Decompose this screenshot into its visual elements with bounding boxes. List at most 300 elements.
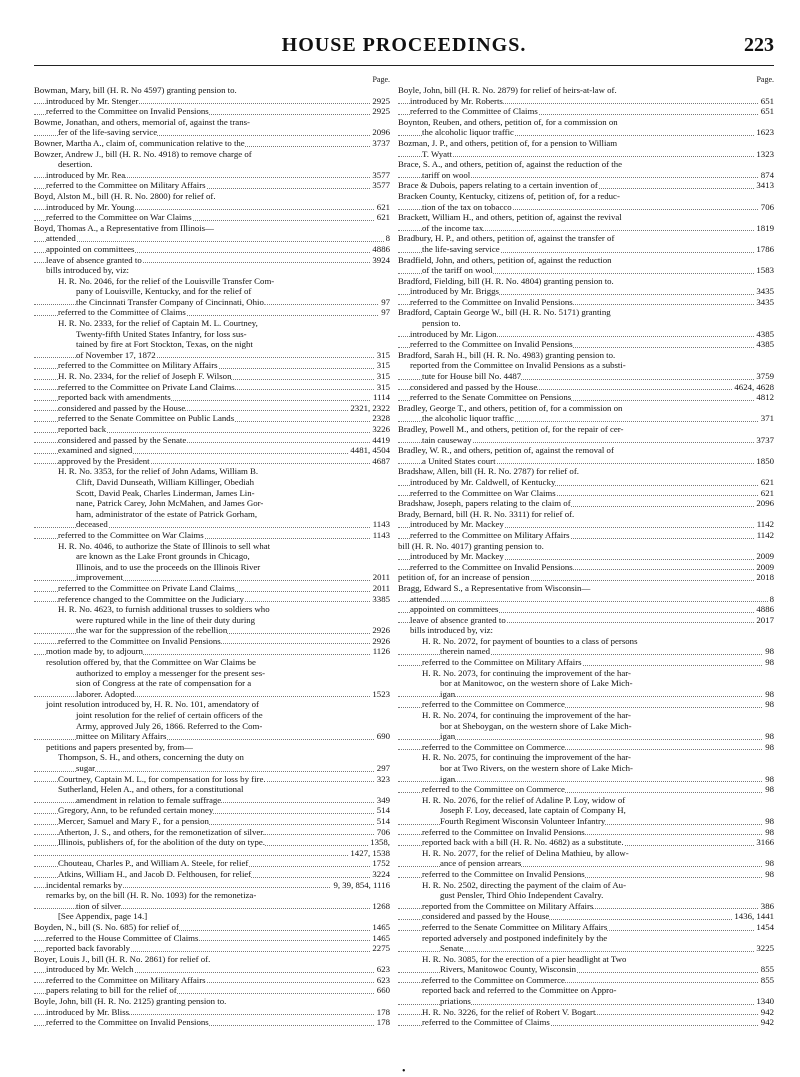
page-reference: 2018 bbox=[756, 572, 774, 583]
entry-text: H. R. No. 2074, for continuing the improvement of the har- bbox=[422, 710, 631, 721]
index-entries-right bbox=[398, 85, 774, 1028]
page-reference: 2925 bbox=[372, 106, 390, 117]
entry-text: examined and signed bbox=[58, 445, 133, 456]
entry-text: Bowme, Jonathan, and others, memorial of, against the trans- bbox=[34, 116, 250, 127]
index-line bbox=[398, 223, 774, 234]
entry-text: Bradley, W. R., and others, petition of, against the removal of bbox=[398, 445, 614, 456]
entry-text: Atkins, William H., and Jacob D. Felthousen, for relief bbox=[58, 868, 252, 879]
page-reference: 2275 bbox=[372, 943, 390, 954]
index-line bbox=[398, 911, 774, 922]
page-reference: 1623 bbox=[756, 127, 774, 138]
entry-text: introduced by Mr. Mackey bbox=[410, 519, 504, 530]
index-line bbox=[34, 816, 390, 827]
index-line bbox=[398, 265, 774, 276]
index-line bbox=[398, 646, 774, 657]
index-line bbox=[34, 795, 390, 806]
page-reference: 315 bbox=[376, 371, 390, 382]
index-line bbox=[34, 699, 390, 710]
entry-text: of November 17, 1872 bbox=[76, 349, 156, 360]
entry-text: referred to the Committee on War Claims bbox=[410, 487, 556, 498]
index-line bbox=[34, 646, 390, 657]
entry-text: are known as the Lake Front grounds in Chicago, bbox=[76, 551, 250, 562]
entry-text: petitions and papers presented by, from— bbox=[46, 741, 193, 752]
index-line bbox=[34, 657, 390, 668]
page-reference: 1142 bbox=[756, 529, 774, 540]
index-line bbox=[34, 1007, 390, 1018]
entry-text: referred to the Senate Committee on Public Lands bbox=[58, 413, 235, 424]
page-reference: 621 bbox=[376, 201, 390, 212]
entry-text: Bradley, Powell M., and others, petition of, for the repair of cer- bbox=[398, 424, 624, 434]
page-reference: 1850 bbox=[756, 455, 774, 466]
index-line bbox=[34, 339, 390, 350]
entry-text: priations bbox=[440, 996, 471, 1007]
index-line bbox=[34, 763, 390, 774]
index-line bbox=[398, 244, 774, 255]
page-reference: 98 bbox=[765, 826, 774, 837]
index-line bbox=[34, 943, 390, 954]
page-reference: 1523 bbox=[372, 688, 390, 699]
index-line bbox=[398, 360, 774, 371]
index-line bbox=[398, 551, 774, 562]
entry-text: reported back with a bill (H. R. No. 4682) as a substitute. bbox=[422, 837, 624, 848]
index-line bbox=[34, 180, 390, 191]
page-number: 223 bbox=[744, 34, 774, 56]
index-line bbox=[34, 191, 390, 202]
index-line bbox=[34, 360, 390, 371]
page-reference: 690 bbox=[376, 731, 390, 742]
page-reference: 98 bbox=[765, 773, 774, 784]
index-line bbox=[398, 848, 774, 859]
entry-text: Boyd, Alston M., bill (H. R. No. 2800) for relief of. bbox=[34, 190, 216, 201]
entry-text: sugar bbox=[76, 763, 96, 773]
index-line bbox=[398, 329, 774, 340]
page-reference: 3577 bbox=[372, 180, 390, 191]
page-reference: 1819 bbox=[756, 222, 774, 233]
dot-leader bbox=[398, 156, 774, 157]
entry-text: of the income tax bbox=[422, 222, 484, 233]
entry-text: Bowner, Martha A., claim of, communication relative to the bbox=[34, 137, 245, 148]
index-line bbox=[398, 276, 774, 287]
entry-text: Bowzer, Andrew J., bill (H. R. No. 4918) to remove charge of bbox=[34, 148, 252, 159]
index-line bbox=[34, 827, 390, 838]
page-reference: 1142 bbox=[756, 519, 774, 530]
page-reference: 706 bbox=[760, 201, 774, 212]
index-line bbox=[398, 371, 774, 382]
entry-text: bills introduced by, viz: bbox=[46, 265, 129, 276]
dot-leader bbox=[398, 601, 774, 602]
page-reference: 1114 bbox=[373, 392, 390, 403]
index-line bbox=[398, 710, 774, 721]
entry-text: Mercer, Samuel and Mary F., for a pension bbox=[58, 815, 209, 826]
entry-text: referred to the Committee of Claims bbox=[422, 1017, 550, 1028]
page-reference: 3224 bbox=[372, 868, 390, 879]
entry-text: resolution offered by, that the Committee on War Claims be bbox=[46, 657, 256, 668]
index-line bbox=[398, 901, 774, 912]
index-line bbox=[34, 318, 390, 329]
page-reference: 1752 bbox=[372, 858, 390, 869]
entry-text: tained by fire at Fort Stockton, Texas, on the night bbox=[76, 339, 253, 350]
index-line bbox=[34, 890, 390, 901]
page-reference: 2926 bbox=[372, 625, 390, 636]
index-line bbox=[398, 170, 774, 181]
index-line bbox=[398, 233, 774, 244]
entry-text: tute for House bill No. 4487 bbox=[422, 371, 522, 382]
index-line bbox=[398, 731, 774, 742]
page-reference: 178 bbox=[376, 1017, 390, 1028]
entry-text: referred to the Committee on Invalid Pensions bbox=[410, 339, 573, 350]
entry-text: bor at Sheboygan, on the western shore of Lake Mich- bbox=[440, 720, 632, 731]
page-reference: 98 bbox=[765, 741, 774, 752]
index-line bbox=[34, 710, 390, 721]
entry-text: tariff on wool bbox=[422, 169, 471, 180]
entry-text: referred to the Committee of Claims bbox=[58, 307, 186, 318]
entry-text: referred to the Committee on Invalid Pensions bbox=[46, 1017, 209, 1028]
index-line bbox=[34, 1017, 390, 1028]
entry-text: igan bbox=[440, 731, 456, 742]
index-line bbox=[398, 509, 774, 520]
entry-text: Joseph F. Loy, deceased, late captain of Company H, bbox=[440, 805, 626, 816]
entry-text: approved by the President bbox=[58, 455, 150, 466]
entry-text: reported back with amendments bbox=[58, 392, 171, 403]
page-reference: 942 bbox=[760, 1006, 774, 1017]
index-line bbox=[34, 202, 390, 213]
entry-text: referred to the Committee on Private Land Claims bbox=[58, 381, 235, 392]
index-line bbox=[34, 392, 390, 403]
entry-text: Boyden, N., bill (S. No. 685) for relief of bbox=[34, 921, 179, 932]
index-line bbox=[398, 572, 774, 583]
page-reference: 623 bbox=[376, 964, 390, 975]
entry-text: Boyle, John, bill (H. R. No. 2125) granting pension to. bbox=[34, 996, 227, 1007]
index-line bbox=[34, 848, 390, 859]
index-line bbox=[34, 668, 390, 679]
page-reference: 98 bbox=[765, 868, 774, 879]
entry-text: Twenty-fifth United States Infantry, for loss sus- bbox=[76, 328, 247, 339]
page-reference: 2011 bbox=[372, 572, 390, 583]
entry-text: Bradshaw, Allen, bill (H. R. No. 2787) for relief of. bbox=[398, 466, 579, 477]
header-rule bbox=[34, 65, 774, 66]
entry-text: considered and passed by the Senate bbox=[58, 434, 187, 445]
page-reference: 3737 bbox=[372, 137, 390, 148]
index-line bbox=[34, 911, 390, 922]
entry-text: Bradshaw, Joseph, papers relating to the claim of bbox=[398, 498, 571, 509]
entry-text: Brace & Dubois, papers relating to a certain invention of bbox=[398, 180, 598, 191]
page-reference: 8 bbox=[385, 233, 390, 244]
page-reference: 621 bbox=[760, 476, 774, 487]
index-line bbox=[34, 954, 390, 965]
index-line bbox=[34, 265, 390, 276]
index-line bbox=[34, 255, 390, 266]
entry-text: Boyer, Louis J., bill (H. R. No. 2861) for relief of. bbox=[34, 953, 211, 964]
index-line bbox=[34, 996, 390, 1007]
entry-text: H. R. No. 2077, for the relief of Delina Mathieu, by allow- bbox=[422, 847, 629, 858]
page-reference: 1465 bbox=[372, 932, 390, 943]
entry-text: ham, administrator of the estate of Patrick Gorham, bbox=[76, 508, 258, 519]
index-line bbox=[398, 435, 774, 446]
page-reference: 4687 bbox=[372, 455, 390, 466]
index-line bbox=[398, 382, 774, 393]
left-column bbox=[34, 74, 390, 1028]
page-reference: 1786 bbox=[756, 243, 774, 254]
page-reference: 3413 bbox=[756, 180, 774, 191]
index-line bbox=[34, 106, 390, 117]
index-line bbox=[398, 816, 774, 827]
entry-text: Clift, David Dunseath, William Killinger, Obediah bbox=[76, 476, 254, 487]
index-line bbox=[34, 276, 390, 287]
index-line bbox=[398, 827, 774, 838]
index-line bbox=[34, 212, 390, 223]
entry-text: referred to the Committee on Military Affairs bbox=[46, 180, 206, 191]
index-line bbox=[34, 286, 390, 297]
page-reference: 651 bbox=[760, 95, 774, 106]
index-line bbox=[34, 488, 390, 499]
entry-text: Boynton, Reuben, and others, petition of, for a commission on bbox=[398, 116, 618, 127]
page-reference: 371 bbox=[760, 413, 774, 424]
page-reference: 1358, bbox=[370, 837, 390, 848]
entry-text: reported back favorably bbox=[46, 943, 131, 954]
page-reference: 1268 bbox=[372, 900, 390, 911]
entry-text: Bracken County, Kentucky, citizens of, petition of, for a reduc- bbox=[398, 190, 620, 201]
entry-text: H. R. No. 2333, for the relief of Captain M. L. Courtney, bbox=[58, 318, 258, 329]
page-reference: 386 bbox=[760, 900, 774, 911]
entry-text: Scott, David Peak, Charles Linderman, James Lin- bbox=[76, 487, 255, 498]
index-line bbox=[34, 805, 390, 816]
page-reference: 1340 bbox=[756, 996, 774, 1007]
index-line bbox=[34, 604, 390, 615]
index-line bbox=[398, 636, 774, 647]
entry-text: Sutherland, Helen A., and others, for a constitutional bbox=[58, 784, 244, 795]
entry-text: considered and passed by the House bbox=[58, 402, 186, 413]
page-reference: 2009 bbox=[756, 551, 774, 562]
entry-text: Brackett, William H., and others, petition of, against the revival bbox=[398, 212, 622, 223]
index-line bbox=[34, 636, 390, 647]
page-reference: 1436, 1441 bbox=[734, 911, 774, 922]
entry-text: reported from the Committee on Invalid Pensions as a substi- bbox=[410, 360, 626, 371]
page-reference: 4886 bbox=[756, 604, 774, 615]
index-line bbox=[398, 604, 774, 615]
index-line bbox=[398, 837, 774, 848]
page-reference: 660 bbox=[376, 985, 390, 996]
entry-text: introduced by Mr. Mackey bbox=[410, 551, 504, 562]
entry-text: introduced by Mr. Welch bbox=[46, 964, 134, 975]
index-line bbox=[34, 297, 390, 308]
entry-text: referred to the Committee on War Claims bbox=[58, 529, 204, 540]
index-line bbox=[34, 85, 390, 96]
entry-text: a United States court bbox=[422, 455, 496, 466]
entry-text: reported back bbox=[58, 424, 107, 434]
index-line bbox=[398, 678, 774, 689]
index-line bbox=[398, 721, 774, 732]
page-reference: 2925 bbox=[372, 95, 390, 106]
entry-text: bor at Two Rivers, on the western shore of Lake Mich- bbox=[440, 763, 633, 773]
index-line bbox=[398, 996, 774, 1007]
entry-text: Boyd, Thomas A., a Representative from Illinois— bbox=[34, 222, 214, 233]
entry-text: H. R. No. 2073, for continuing the improvement of the har- bbox=[422, 667, 631, 678]
index-line bbox=[398, 541, 774, 552]
index-line bbox=[34, 127, 390, 138]
index-line bbox=[398, 742, 774, 753]
entry-text: Bradford, Sarah H., bill (H. R. No. 4983) granting pension to. bbox=[398, 349, 616, 360]
page-reference: 3226 bbox=[372, 424, 390, 434]
entry-text: H. R. No. 2502, directing the payment of the claim of Au- bbox=[422, 879, 626, 890]
entry-text: amendment in relation to female suffrage bbox=[76, 794, 222, 805]
entry-text: referred to the Committee on Invalid Pensions bbox=[410, 296, 573, 307]
index-line bbox=[34, 403, 390, 414]
entry-text: joint resolution introduced by, H. R. No. 101, amendatory of bbox=[46, 699, 259, 710]
index-line bbox=[398, 424, 774, 435]
index-line bbox=[34, 752, 390, 763]
index-line bbox=[398, 933, 774, 944]
page-reference: 2328 bbox=[372, 413, 390, 424]
index-line bbox=[34, 774, 390, 785]
page-reference: 98 bbox=[765, 688, 774, 699]
index-line bbox=[398, 180, 774, 191]
index-line bbox=[34, 445, 390, 456]
index-line bbox=[398, 138, 774, 149]
index-line bbox=[34, 519, 390, 530]
entry-text: Bozman, J. P., and others, petition of, for a pension to William bbox=[398, 137, 618, 148]
entry-text: the alcoholic liquor traffic bbox=[422, 413, 514, 424]
entry-text: bills introduced by, viz: bbox=[410, 625, 493, 636]
entry-text: H. R. No. 3353, for the relief of John Adams, William B. bbox=[58, 466, 259, 477]
entry-text: motion made by, to adjourn bbox=[46, 646, 143, 657]
index-line bbox=[398, 954, 774, 965]
index-line bbox=[34, 583, 390, 594]
page-reference: 3435 bbox=[756, 286, 774, 297]
entry-text: incidental remarks by bbox=[46, 879, 123, 890]
index-line bbox=[398, 1007, 774, 1018]
entry-text: Courtney, Captain M. L., for compensation for loss by fire. bbox=[58, 773, 266, 784]
index-line bbox=[398, 615, 774, 626]
page-reference: 874 bbox=[760, 169, 774, 180]
page-reference: 855 bbox=[760, 974, 774, 985]
page-reference: 9, 39, 854, 1116 bbox=[333, 879, 390, 890]
entry-text: referred to the Committee of Claims bbox=[410, 106, 538, 117]
index-line bbox=[398, 625, 774, 636]
page-reference: 315 bbox=[376, 360, 390, 371]
entry-text: H. R. No. 4046, to authorize the State of Illinois to sell what bbox=[58, 540, 271, 551]
entry-text: introduced by Mr. Ligon bbox=[410, 328, 497, 339]
page-reference: 1427, 1538 bbox=[350, 847, 390, 858]
index-line bbox=[398, 106, 774, 117]
entry-text: reported back and referred to the Committee on Appro- bbox=[422, 985, 617, 996]
page-reference: 2011 bbox=[372, 582, 390, 593]
entry-text: igan bbox=[440, 688, 456, 699]
page-reference: 297 bbox=[376, 763, 390, 773]
entry-text: Bragg, Edward S., a Representative from Wisconsin— bbox=[398, 582, 591, 593]
index-line bbox=[34, 964, 390, 975]
index-line bbox=[398, 286, 774, 297]
index-line bbox=[398, 350, 774, 361]
entry-text: sion of Congress at the rate of compensation for a bbox=[76, 678, 252, 689]
entry-text: attended bbox=[46, 233, 76, 244]
entry-text: tion of silver bbox=[76, 900, 121, 911]
index-line bbox=[34, 551, 390, 562]
entry-text: Atherton, J. S., and others, for the remonetization of silver. bbox=[58, 826, 265, 837]
entry-text: laborer. Adopted bbox=[76, 688, 135, 699]
entry-text: H. R. No. 4623, to furnish additional trusses to soldiers who bbox=[58, 604, 270, 615]
entry-text: Brady, Bernard, bill (H. R. No. 3311) for relief of. bbox=[398, 508, 575, 519]
dot-leader bbox=[34, 241, 390, 242]
entry-text: referred to the Committee on Commerce bbox=[422, 741, 565, 752]
index-line bbox=[34, 572, 390, 583]
index-line bbox=[34, 869, 390, 880]
index-line bbox=[398, 805, 774, 816]
entry-text: tain causeway bbox=[422, 434, 472, 445]
index-line bbox=[398, 530, 774, 541]
page-reference: 651 bbox=[760, 106, 774, 117]
dot-leader bbox=[34, 855, 390, 856]
page-reference: 315 bbox=[376, 349, 390, 360]
entry-text: introduced by Mr. Briggs bbox=[410, 286, 499, 297]
entry-text: bor at Manitowoc, on the western shore of Lake Mich- bbox=[440, 678, 633, 689]
index-line bbox=[34, 689, 390, 700]
page-reference: 98 bbox=[765, 784, 774, 795]
index-line bbox=[398, 869, 774, 880]
index-line bbox=[34, 901, 390, 912]
entry-text: Bowman, Mary, bill (H. R. No 4597) granting pension to. bbox=[34, 85, 237, 95]
entry-text: referred to the Committee on Invalid Pensions bbox=[58, 635, 221, 646]
page-reference: 1454 bbox=[756, 921, 774, 932]
index-line bbox=[34, 509, 390, 520]
page-reference: 1465 bbox=[372, 921, 390, 932]
entry-text: referred to the Senate Committee on Military Affairs bbox=[422, 921, 608, 932]
page-reference: 4481, 4504 bbox=[350, 445, 390, 456]
page-reference: 621 bbox=[760, 487, 774, 498]
index-line bbox=[34, 413, 390, 424]
entry-text: Bradfield, John, and others, petition of, against the reduction bbox=[398, 254, 612, 265]
page-reference: 855 bbox=[760, 964, 774, 975]
index-line bbox=[34, 541, 390, 552]
index-line bbox=[34, 371, 390, 382]
page-reference: 1323 bbox=[756, 148, 774, 159]
index-line bbox=[398, 763, 774, 774]
index-line bbox=[34, 731, 390, 742]
entry-text: appointed on committees bbox=[410, 604, 499, 615]
index-line bbox=[398, 488, 774, 499]
page-reference: 1143 bbox=[372, 529, 390, 540]
index-line bbox=[34, 922, 390, 933]
page-reference: 315 bbox=[376, 381, 390, 392]
index-line bbox=[34, 307, 390, 318]
running-title: HOUSE PROCEEDINGS. bbox=[281, 34, 527, 56]
index-line bbox=[398, 191, 774, 202]
index-line bbox=[398, 858, 774, 869]
page-reference: 3737 bbox=[756, 434, 774, 445]
index-line bbox=[398, 795, 774, 806]
entry-text: Illinois, publishers of, for the abolition of the duty on type. bbox=[58, 837, 265, 848]
entry-text: referred to the Senate Committee on Pensions bbox=[410, 392, 572, 403]
index-line bbox=[398, 498, 774, 509]
page-reference: 3225 bbox=[756, 943, 774, 954]
index-line bbox=[398, 668, 774, 679]
index-line bbox=[34, 466, 390, 477]
entry-text: H. R. No. 2076, for the relief of Adaline P. Loy, widow of bbox=[422, 794, 626, 805]
entry-text: leave of absence granted to bbox=[410, 614, 506, 625]
index-line bbox=[398, 583, 774, 594]
entry-text: referred to the Committee on War Claims bbox=[46, 212, 192, 223]
entry-text: introduced by Mr. Roberts bbox=[410, 95, 503, 106]
index-line bbox=[34, 149, 390, 160]
index-line bbox=[34, 233, 390, 244]
page-header bbox=[34, 34, 774, 62]
entry-text: H. R. No. 3085, for the erection of a pier headlight at Two bbox=[422, 953, 627, 964]
entry-text: ance of pension arrears bbox=[440, 858, 522, 869]
entry-text: introduced by Mr. Bliss bbox=[46, 1006, 130, 1017]
entry-text: T. Wyatt bbox=[422, 148, 452, 159]
entry-text: appointed on committees bbox=[46, 243, 135, 254]
entry-text: nane, Patrick Carey, John McMahen, and James Gor- bbox=[76, 498, 264, 509]
right-column bbox=[398, 74, 774, 1028]
